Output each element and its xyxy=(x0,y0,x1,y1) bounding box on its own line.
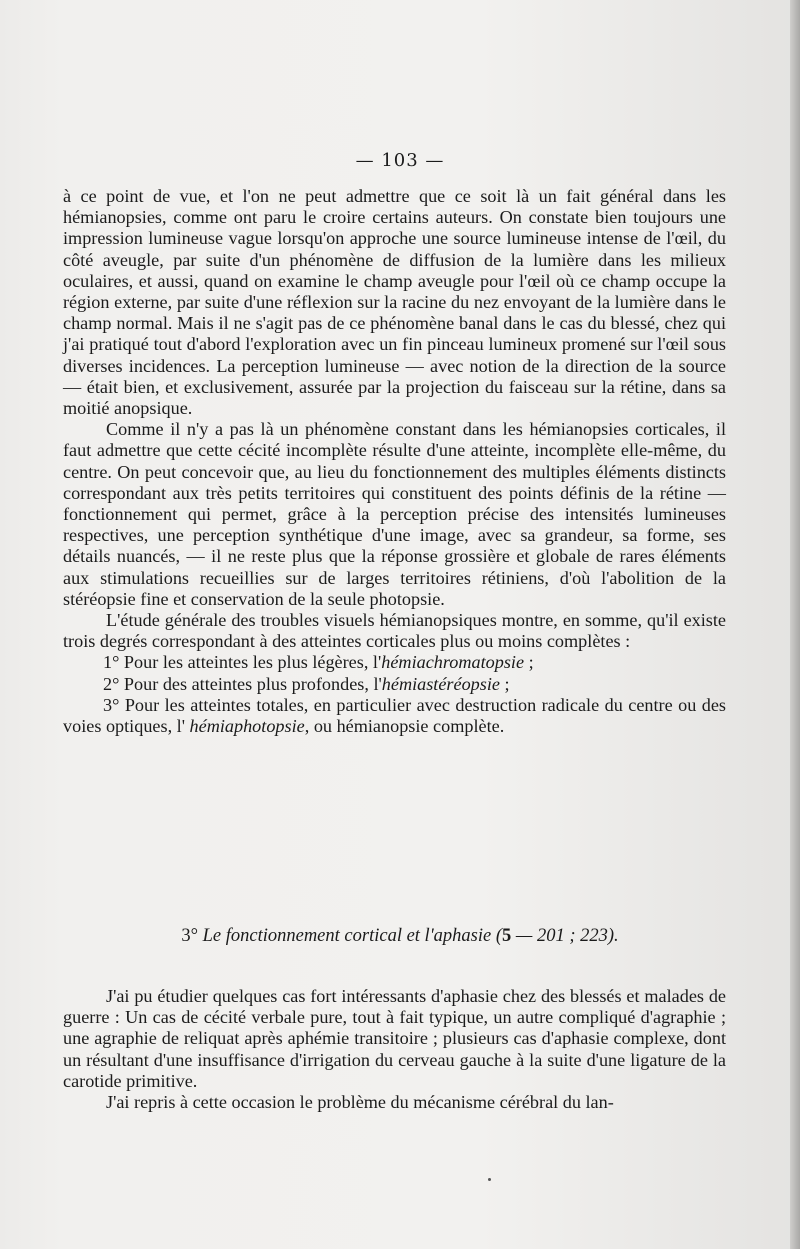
paragraph-continued: à ce point de vue, et l'on ne peut admettre que ce soit là un fait général dans les hémianopsies, comme ont paru le croire certains auteurs. On constate bien toujours une impression lumineuse vague lorsqu'on approche une source lumineuse intense de l'œil, du côté aveugle, par suite d'un phénomène de diffusion de la lumière dans les milieux oculaires, et aussi, quand on examine le champ aveugle pour l'œil où ce champ occupe la région externe, par suite d'une réflexion sur la racine du nez envoyant de la lumière dans le champ normal. Mais il ne s'agit pas de ce phénomène banal dans le cas du blessé, chez qui j'ai pratiqué tout d'abord l'exploration avec un fin pinceau lumineux promené sur l'œil sous diverses incidences. La perception lumineuse — avec notion de la direction de la source — était bien, et exclusivement, assurée par la projection du faisceau sur la rétine, dans sa moitié anopsique. xyxy=(63,186,726,419)
list-item-1 xyxy=(63,652,726,673)
section-title-text: Le fonctionnement cortical et l'aphasie xyxy=(202,926,492,946)
paragraph-language-mechanism: J'ai repris à cette occasion le problème du mécanisme cérébral du lan- xyxy=(106,1092,614,1113)
body-text-top xyxy=(63,186,726,737)
list-item-1-suffix: ; xyxy=(524,652,534,673)
term-hemiaphotopsie: hémiaphotopsie xyxy=(189,716,305,737)
section-heading xyxy=(0,926,800,947)
list-item-3-suffix: , ou hémianopsie complète. xyxy=(304,716,505,737)
paragraph-cortical-hemianopsia: Comme il n'y a pas là un phénomène constant dans les hémianopsies corticales, il faut admettre que cette cécité incomplète résulte d'une atteinte, incomplète elle-même, du centre. On peut concevoir que, au lieu du fonctionnement des multiples éléments distincts correspondant aux très petits territoires qui constituent des points définis de la rétine — fonctionnement qui permet, grâce à la perception précise des intensités lumineuses respectives, une perception synthétique d'une image, avec sa grandeur, sa forme, ses détails nuancés, — il ne reste plus que la réponse grossière et globale de rares éléments aux stimulations recueillies sur de larges territoires rétiniens, d'où l'abolition de la stéréopsie fine et conservation de la seule photopsie. xyxy=(63,419,726,609)
body-text-bottom xyxy=(63,986,726,1113)
ink-speck xyxy=(488,1178,491,1181)
list-item-2 xyxy=(63,674,726,695)
list-item-3 xyxy=(63,695,726,737)
ref-bold: 5 xyxy=(502,926,512,946)
list-item-2-suffix: ; xyxy=(499,673,510,694)
paragraph-aphasia-cases: J'ai pu étudier quelques cas fort intéressants d'aphasie chez des blessés et malades de guerre : Un cas de cécité verbale pure, tout à fait typique, un autre compliqué d'agraphie ; une agraphie de reliquat après aphémie transitoire ; plusieurs cas d'aphasie complexe, dont un résultant d'une insuffisance d'irrigation du cerveau gauche à la suite d'une ligature de la carotide primitive. xyxy=(63,986,726,1091)
ref-rest: — 201 ; 223). xyxy=(511,926,619,946)
term-hemiastereopsie: hémiastéréopsie xyxy=(381,673,500,694)
list-item-2-text: 2° Pour des atteintes plus profondes, l' xyxy=(103,673,382,694)
paragraph-three-degrees: L'étude générale des troubles visuels hémianopsiques montre, en somme, qu'il existe trois degrés correspondant à des atteintes corticales plus ou moins complètes : xyxy=(63,610,726,652)
page-spine-shadow xyxy=(790,0,800,1249)
list-item-3-text: 3° Pour les atteintes totales, en particulier avec destruction radicale du centre ou des voies optiques, l' xyxy=(63,694,726,737)
section-number: 3° xyxy=(181,926,198,946)
term-hemiachromatopsie: hémiachromatopsie xyxy=(381,652,525,673)
list-item-1-text: 1° Pour les atteintes les plus légères, l' xyxy=(103,652,382,673)
section-references xyxy=(496,926,619,946)
ref-open: ( xyxy=(495,926,502,946)
page-number-header: — 103 — xyxy=(355,150,445,171)
